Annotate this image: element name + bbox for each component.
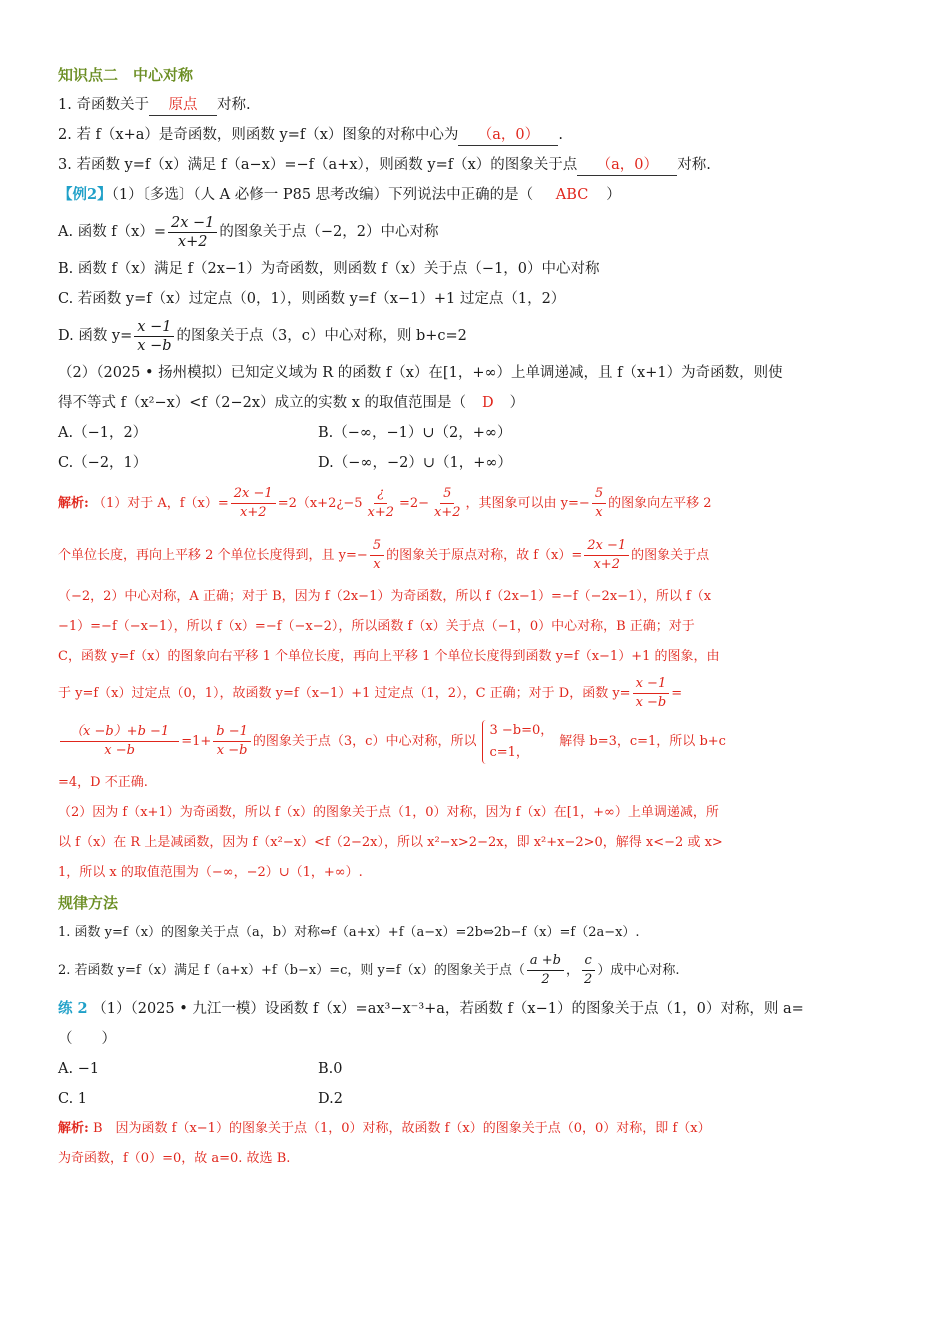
- fraction-numerator: 2x −1: [231, 485, 276, 504]
- fraction-denominator: x −b: [216, 743, 248, 758]
- solution-line-11: 1，所以 x 的取值范围为（−∞，−2）∪（1，+∞）.: [58, 865, 363, 880]
- method-2: [58, 948, 894, 994]
- point-1-end: 对称.: [216, 97, 251, 113]
- fraction-denominator: x+2: [177, 233, 208, 250]
- fraction-numerator: ¿: [374, 485, 387, 504]
- q2-option-a: A.（−1，2）: [58, 425, 148, 441]
- point-3-text: 3. 若函数 y=f（x）满足 f（a−x）=−f（a+x），则函数 y=f（x）的图象关于点: [58, 157, 578, 173]
- sol-fraction: [231, 485, 276, 522]
- point-2: [58, 120, 894, 150]
- sol-text: 的图象向左平移 2: [608, 496, 712, 511]
- fraction-denominator: x: [373, 557, 381, 572]
- solution-line-7: [58, 716, 894, 768]
- practice-option-a: A. −1: [58, 1061, 100, 1077]
- practice-2-paren: （ ）: [58, 1031, 116, 1047]
- q2-option-c: C.（−2，1）: [58, 455, 148, 471]
- practice-2-q: [58, 994, 894, 1024]
- question-2-options-row-1: [58, 418, 894, 448]
- option-a-text: A. 函数 f（x）=: [58, 224, 166, 240]
- practice-question: （1）（2025 • 九江一模）设函数 f（x）=ax³−x⁻³+a，若函数 f（x−1）的图象关于点（1，0）对称，则 a=: [92, 1001, 804, 1017]
- sol-fraction: [60, 723, 179, 760]
- fraction-numerator: a +b: [527, 952, 564, 971]
- point-2-end: .: [558, 127, 563, 143]
- fraction-numerator: 2x −1: [168, 214, 217, 233]
- fraction-numerator: b −1: [213, 723, 251, 742]
- fraction-denominator: x: [595, 505, 603, 520]
- fraction-denominator: x+2: [367, 505, 394, 520]
- fraction-denominator: x+2: [593, 557, 620, 572]
- point-1-text: 1. 奇函数关于: [58, 97, 149, 113]
- sol-text: ，其图象可以由 y=−: [465, 496, 590, 511]
- practice-label: 练 2: [58, 1000, 88, 1017]
- practice-option-d: D.2: [318, 1091, 343, 1107]
- question-2-line-1: （2）（2025 • 扬州模拟）已知定义域为 R 的函数 f（x）在[1，+∞）上单调递减，且 f（x+1）为奇函数，则使: [58, 365, 783, 381]
- sol-text: =1+: [181, 734, 212, 749]
- question-2-line-2: [58, 388, 894, 418]
- sol-text: =2−: [398, 496, 430, 511]
- fraction-numerator: 2x −1: [584, 537, 629, 556]
- fraction-denominator: 2: [541, 972, 550, 987]
- sol-fraction: [633, 675, 670, 712]
- question-2-text: 得不等式 f（x²−x）<f（2−2x）成立的实数 x 的取值范围是（: [58, 395, 466, 411]
- section-title: 知识点二 中心对称: [58, 66, 194, 84]
- fraction-numerator: c: [582, 952, 595, 971]
- fraction-numerator: 5: [370, 537, 384, 556]
- option-a-fraction: [168, 214, 217, 251]
- option-d: [58, 314, 894, 358]
- method-fraction: [581, 952, 595, 989]
- q2-option-d: D.（−∞，−2）∪（1，+∞）: [318, 455, 512, 471]
- question-2-options-row-2: [58, 448, 894, 478]
- solution-line-10: 以 f（x）在 R 上是减函数，因为 f（x²−x）<f（2−2x），所以 x²−x>2−2x，即 x²+x−2>0，解得 x<−2 或 x>: [58, 835, 723, 850]
- example2-intro: [58, 180, 894, 210]
- fraction-numerator: 5: [440, 485, 454, 504]
- sol-fraction: [370, 537, 384, 574]
- option-c: C. 若函数 y=f（x）过定点（0，1），则函数 y=f（x−1）+1 过定点（1，2）: [58, 291, 566, 307]
- point-2-answer: （a，0）: [458, 125, 558, 146]
- solution-line-4: −1）=−f（−x−1），所以 f（x）=−f（−x−2），所以函数 f（x）关于点（−1，0）中心对称，B 正确；对于: [58, 619, 695, 634]
- q2-option-b: B.（−∞，−1）∪（2，+∞）: [318, 425, 512, 441]
- solution-line-8: =4，D 不正确.: [58, 775, 148, 790]
- solution-line-9: （2）因为 f（x+1）为奇函数，所以 f（x）的图象关于点（1，0）对称，因为 f（x）在[1，+∞）上单调递减，所: [58, 805, 719, 820]
- practice-options-row-2: [58, 1084, 894, 1114]
- sol-text: =: [671, 686, 683, 701]
- example-label: 【例2】: [58, 186, 112, 203]
- sol-text: 个单位长度，再向上平移 2 个单位长度得到，且 y=−: [58, 548, 368, 563]
- option-a-end: 的图象关于点（−2，2）中心对称: [219, 224, 439, 240]
- solution-line-3: （−2，2）中心对称，A 正确；对于 B，因为 f（2x−1）为奇函数，所以 f（2x−1）=−f（−2x−1），所以 f（x: [58, 589, 712, 604]
- sol-fraction: [364, 485, 397, 522]
- method-1: 1. 函数 y=f（x）的图象关于点（a，b）对称⇔f（a+x）+f（a−x）=2b⇔2b−f（x）=f（2a−x）.: [58, 925, 640, 940]
- point-3: [58, 150, 894, 180]
- sol-text: 的图象关于原点对称，故 f（x）=: [386, 548, 583, 563]
- sol-text: 于 y=f（x）过定点（0，1），故函数 y=f（x−1）+1 过定点（1，2），C 正确；对于 D，函数 y=: [58, 686, 631, 701]
- point-1: [58, 90, 894, 120]
- sol-fraction: [584, 537, 629, 574]
- practice-option-c: C. 1: [58, 1091, 88, 1107]
- method-text-end: ）成中心对称.: [597, 963, 680, 978]
- fraction-denominator: 2: [584, 972, 593, 987]
- sol-text: 的图象关于点（3，c）中心对称，所以: [252, 734, 477, 749]
- sol-fraction: [592, 485, 606, 522]
- practice-options-row-1: [58, 1054, 894, 1084]
- option-d-fraction: [134, 318, 174, 355]
- method-title: 规律方法: [58, 894, 119, 912]
- practice-solution-2: 为奇函数，f（0）=0，故 a=0. 故选 B.: [58, 1151, 291, 1166]
- system-eq-2: c=1，: [489, 744, 529, 760]
- fraction-numerator: x −1: [134, 318, 174, 337]
- solution-label: 解析:: [58, 496, 89, 511]
- practice-solution-label: 解析:: [58, 1121, 89, 1136]
- method-text: 2. 若函数 y=f（x）满足 f（a+x）+f（b−x）=c，则 y=f（x）的图象关于点（: [58, 963, 525, 978]
- solution-line-2: [58, 530, 894, 582]
- example-intro-text: （1）〔多选〕（人 A 必修一 P85 思考改编）下列说法中正确的是（: [111, 187, 534, 203]
- question-2-close: ）: [509, 395, 525, 411]
- option-b: B. 函数 f（x）满足 f（2x−1）为奇函数，则函数 f（x）关于点（−1，0）中心对称: [58, 261, 600, 277]
- sol-fraction: [213, 723, 251, 760]
- solution-line-1: [58, 478, 894, 530]
- practice-option-b: B.0: [318, 1061, 343, 1077]
- fraction-denominator: x −b: [104, 743, 135, 758]
- sol-text: =2（x+2¿−5: [277, 496, 363, 511]
- fraction-numerator: （x −b）+b −1: [60, 723, 179, 742]
- option-d-end: 的图象关于点（3，c）中心对称，则 b+c=2: [176, 328, 467, 344]
- point-3-answer: （a，0）: [577, 155, 677, 176]
- sol-text: 解得 b=3，c=1，所以 b+c: [559, 734, 726, 749]
- point-2-text: 2. 若 f（x+a）是奇函数，则函数 y=f（x）图象的对称中心为: [58, 127, 459, 143]
- solution-line-5: C，函数 y=f（x）的图象向右平移 1 个单位长度，再向上平移 1 个单位长度得到函数 y=f（x−1）+1 的图象，由: [58, 649, 720, 664]
- point-3-end: 对称.: [677, 157, 711, 173]
- fraction-denominator: x+2: [434, 505, 461, 520]
- equation-system: [482, 720, 553, 764]
- fraction-numerator: x −1: [633, 675, 670, 694]
- document-page: [58, 60, 894, 1174]
- fraction-numerator: 5: [592, 485, 606, 504]
- example-answer: ABC: [555, 187, 589, 203]
- sol-text: （1）对于 A，f（x）=: [92, 496, 229, 511]
- solution-line-6: [58, 672, 894, 716]
- option-a: [58, 210, 894, 254]
- example-close: ）: [606, 187, 621, 203]
- method-fraction: [527, 952, 564, 989]
- point-1-answer: 原点: [149, 95, 217, 116]
- question-2-answer: D: [481, 395, 494, 411]
- practice-solution-text: B 因为函数 f（x−1）的图象关于点（1，0）对称，故函数 f（x）的图象关于点（0，0）对称，即 f（x）: [92, 1121, 711, 1136]
- sol-text: 的图象关于点: [631, 548, 710, 563]
- sol-fraction: [431, 485, 464, 522]
- method-sep: ，: [566, 963, 580, 978]
- fraction-denominator: x −b: [137, 337, 172, 354]
- fraction-denominator: x −b: [635, 695, 667, 710]
- practice-solution-1: [58, 1114, 894, 1144]
- system-eq-1: 3 −b=0，: [489, 722, 554, 738]
- fraction-denominator: x+2: [239, 505, 267, 520]
- option-d-text: D. 函数 y=: [58, 328, 133, 344]
